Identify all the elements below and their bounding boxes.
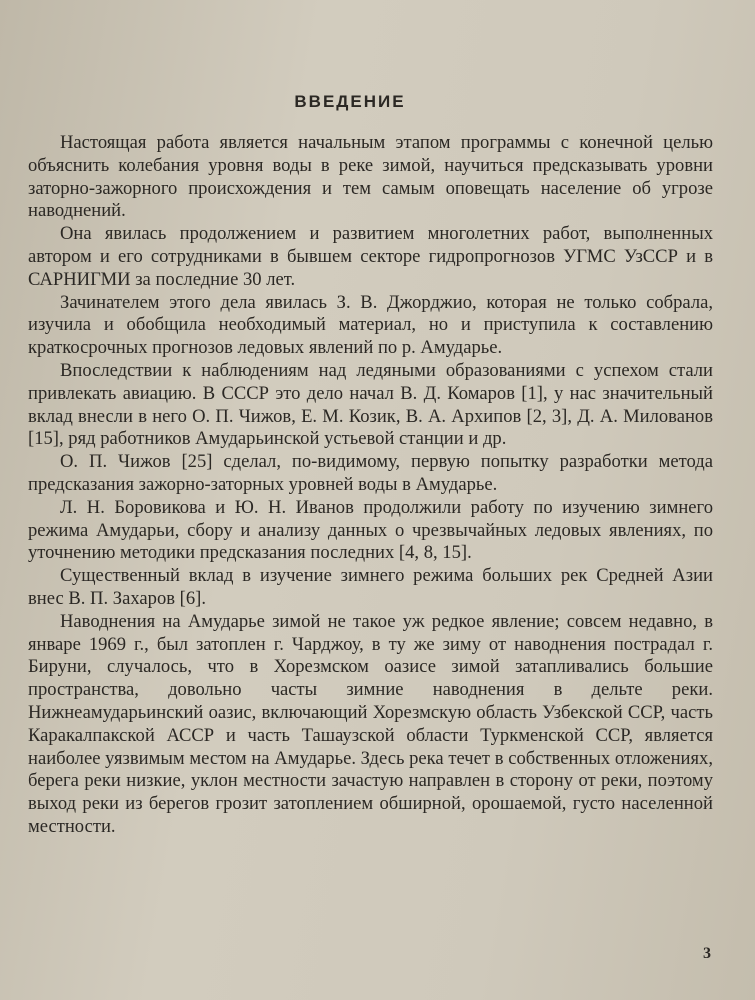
page-heading: ВВЕДЕНИЕ: [294, 92, 406, 111]
paragraph-6: Л. Н. Боровикова и Ю. Н. Иванов продолжили работу по изучению зимнего режима Амударьи, сбору и анализу данных о чрезвычайных ледовых явлениях, по уточнению методики предсказания последних [4, 8, 15].: [28, 496, 713, 564]
paragraph-2: Она явилась продолжением и развитием многолетних работ, выполненных автором и его сотрудниками в бывшем секторе гидропрогнозов УГМС УзССР и в САРНИГМИ за последние 30 лет.: [28, 223, 713, 290]
page-number: 3: [703, 945, 711, 962]
paragraph-1: Настоящая работа является начальным этапом программы с конечной целью объяснить колебания уровня воды в реке зимой, научиться предсказывать уровни заторно-зажорного происхождения и тем самым оповещать население об угрозе наводнений.: [28, 132, 713, 222]
paragraph-3: Зачинателем этого дела явилась З. В. Джорджио, которая не только собрала, изучила и обобщила необходимый материал, но и приступила к составлению краткосрочных прогнозов ледовых явлений по р. Амударье.: [28, 291, 713, 359]
paragraph-5: О. П. Чижов [25] сделал, по-видимому, первую попытку разработки метода предсказания зажорно-заторных уровней воды в Амударье.: [28, 451, 713, 495]
paragraph-8: Наводнения на Амударье зимой не такое уж редкое явление; совсем недавно, в январе 1969 г., был затоплен г. Чарджоу, в ту же зиму от наводнения пострадал г. Бируни, случалось, что в Хорезмском оазисе зимой затапливались большие пространства, довольно часты зимние наводнения в дельте реки. Нижнеамударьинский оазис, включающий Хорезмскую область Узбекской ССР, часть Каракалпакской АССР и часть Ташаузской области Туркменской ССР, является наиболее уязвимым местом на Амударье. Здесь река течет в собственных отложениях, берега реки низкие, уклон местности зачастую направлен в сторону от реки, поэтому выход реки из берегов грозит затоплением обширной, орошаемой, густо населенной местности.: [28, 610, 713, 837]
body-text: [28, 132, 713, 839]
paragraph-7: Существенный вклад в изучение зимнего режима больших рек Средней Азии внес В. П. Захаров [6].: [28, 565, 713, 609]
paragraph-4: Впоследствии к наблюдениям над ледяными образованиями с успехом стали привлекать авиацию. В СССР это дело начал В. Д. Комаров [1], у нас значительный вклад внесли в него О. П. Чижов, Е. М. Козик, В. А. Архипов [2, 3], Д. А. Милованов [15], ряд работников Амударьинской устьевой станции и др.: [28, 359, 713, 450]
